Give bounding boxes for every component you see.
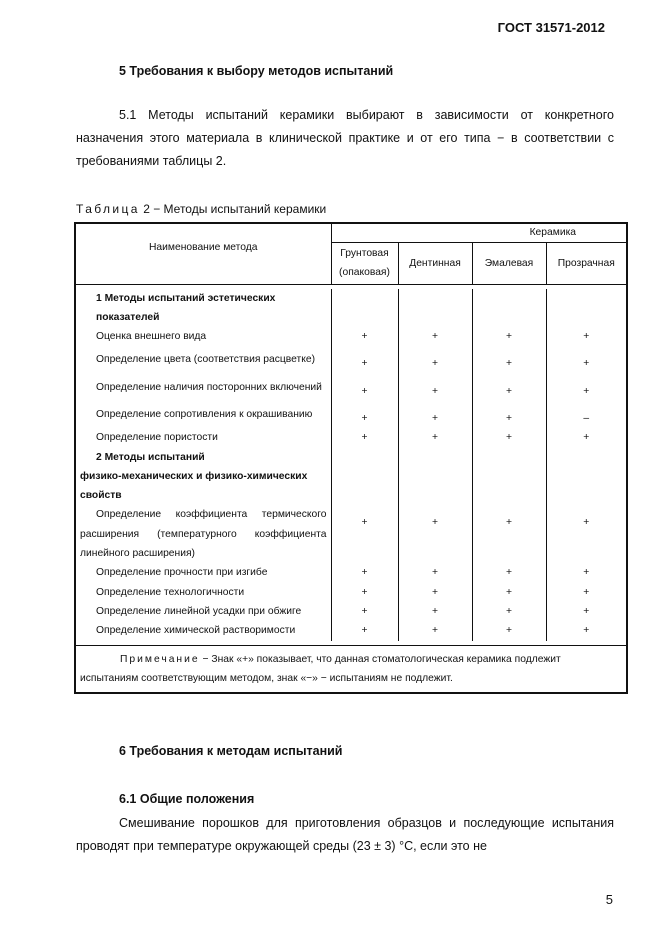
applicability-mark: + [331, 401, 398, 428]
applicability-mark: + [331, 327, 398, 346]
applicability-mark: + [331, 563, 398, 582]
paragraph-5-1 [76, 104, 614, 173]
applicability-mark: + [331, 428, 398, 447]
applicability-mark: + [398, 346, 472, 373]
applicability-mark: + [472, 602, 546, 621]
group-heading-line: 1 Методы испытаний эстетических показателей [96, 292, 276, 323]
applicability-mark: + [546, 505, 627, 563]
applicability-mark: + [472, 327, 546, 346]
table-row [75, 327, 627, 346]
applicability-mark: + [398, 621, 472, 640]
applicability-mark: + [546, 346, 627, 373]
applicability-mark: + [398, 563, 472, 582]
applicability-mark: + [398, 401, 472, 428]
table-group-row [75, 289, 627, 328]
applicability-mark: + [331, 621, 398, 640]
group-heading [76, 448, 331, 506]
document-header: ГОСТ 31571-2012 [497, 20, 605, 35]
table-caption [76, 202, 326, 216]
table-row [75, 401, 627, 428]
table-note [75, 645, 627, 693]
table-row [75, 621, 627, 640]
applicability-mark: + [331, 505, 398, 563]
method-name: Определение наличия посторонних включений [96, 381, 322, 393]
applicability-mark: + [398, 327, 472, 346]
page-number: 5 [605, 892, 613, 907]
applicability-mark: + [398, 583, 472, 602]
method-name: Определение цвета (соответствия расцветке) [96, 354, 316, 366]
method-name: Определение коэффициента термического расширения (температурного коэффициента линейного расширения) [80, 509, 327, 560]
method-name: Определение химической растворимости [96, 625, 296, 637]
column-header-method: Наименование метода [75, 223, 331, 284]
applicability-mark: + [472, 583, 546, 602]
note-text: − Знак «+» показывает, что данная стоматологическая керамика подлежит испытаниям соответствующим методом, знак «−» − испытаниям не подлежит. [80, 653, 561, 684]
applicability-mark: + [331, 583, 398, 602]
applicability-mark: + [546, 428, 627, 447]
section-6-1-heading: 6.1 Общие положения [119, 792, 255, 806]
column-header-enamel: Эмалевая [472, 242, 546, 284]
applicability-mark: + [472, 428, 546, 447]
column-header-transparent: Прозрачная [546, 242, 627, 284]
applicability-mark: – [546, 401, 627, 428]
applicability-mark: + [398, 602, 472, 621]
paragraph-6-1-text: Смешивание порошков для приготовления образцов и последующие испытания проводят при температуре окружающей среды (23 ± 3) °С, если это не [76, 816, 614, 853]
method-name: Определение прочности при изгибе [96, 567, 268, 579]
applicability-mark: + [472, 374, 546, 401]
table-row [75, 374, 627, 401]
method-name: Определение технологичности [96, 586, 245, 598]
table-group-row [75, 448, 627, 506]
column-header-ground: Грунтовая (опаковая) [331, 242, 398, 284]
table-row [75, 428, 627, 447]
method-name: Определение сопротивления к окрашиванию [96, 408, 313, 420]
applicability-mark: + [546, 583, 627, 602]
column-header-ceramics: Керамика [331, 223, 627, 242]
table-row [75, 505, 627, 563]
table-note-body [76, 646, 626, 692]
applicability-mark: + [398, 428, 472, 447]
applicability-mark: + [472, 346, 546, 373]
table-row [75, 346, 627, 373]
applicability-mark: + [331, 346, 398, 373]
table-caption-title: 2 − Методы испытаний керамики [139, 202, 327, 216]
applicability-mark: + [546, 621, 627, 640]
methods-table [74, 222, 628, 694]
applicability-mark: + [331, 602, 398, 621]
applicability-mark: + [472, 401, 546, 428]
applicability-mark: + [398, 374, 472, 401]
group-heading [76, 289, 331, 328]
table-row [75, 583, 627, 602]
applicability-mark: + [546, 563, 627, 582]
note-label: Примечание [120, 653, 200, 665]
applicability-mark: + [398, 505, 472, 563]
method-name: Определение линейной усадки при обжиге [96, 605, 302, 617]
section-5-heading: 5 Требования к выбору методов испытаний [119, 64, 394, 78]
column-header-dentin: Дентинная [398, 242, 472, 284]
applicability-mark: + [472, 621, 546, 640]
group-heading-line: 2 Методы испытаний [96, 451, 205, 463]
applicability-mark: + [546, 602, 627, 621]
method-name: Оценка внешнего вида [96, 331, 207, 343]
group-heading-line: физико-механических и физико-химических свойств [80, 470, 308, 502]
table-row [75, 602, 627, 621]
section-6-heading: 6 Требования к методам испытаний [119, 744, 343, 758]
method-name: Определение пористости [96, 432, 218, 444]
paragraph-5-1-text: 5.1 Методы испытаний керамики выбирают в зависимости от конкретного назначения этого материала в клинической практике и от его типа − в соответствии с требованиями таблицы 2. [76, 108, 614, 168]
table-row [75, 563, 627, 582]
table-caption-label: Таблица [76, 202, 140, 216]
applicability-mark: + [472, 505, 546, 563]
applicability-mark: + [331, 374, 398, 401]
paragraph-6-1 [76, 812, 614, 858]
applicability-mark: + [546, 374, 627, 401]
applicability-mark: + [472, 563, 546, 582]
applicability-mark: + [546, 327, 627, 346]
